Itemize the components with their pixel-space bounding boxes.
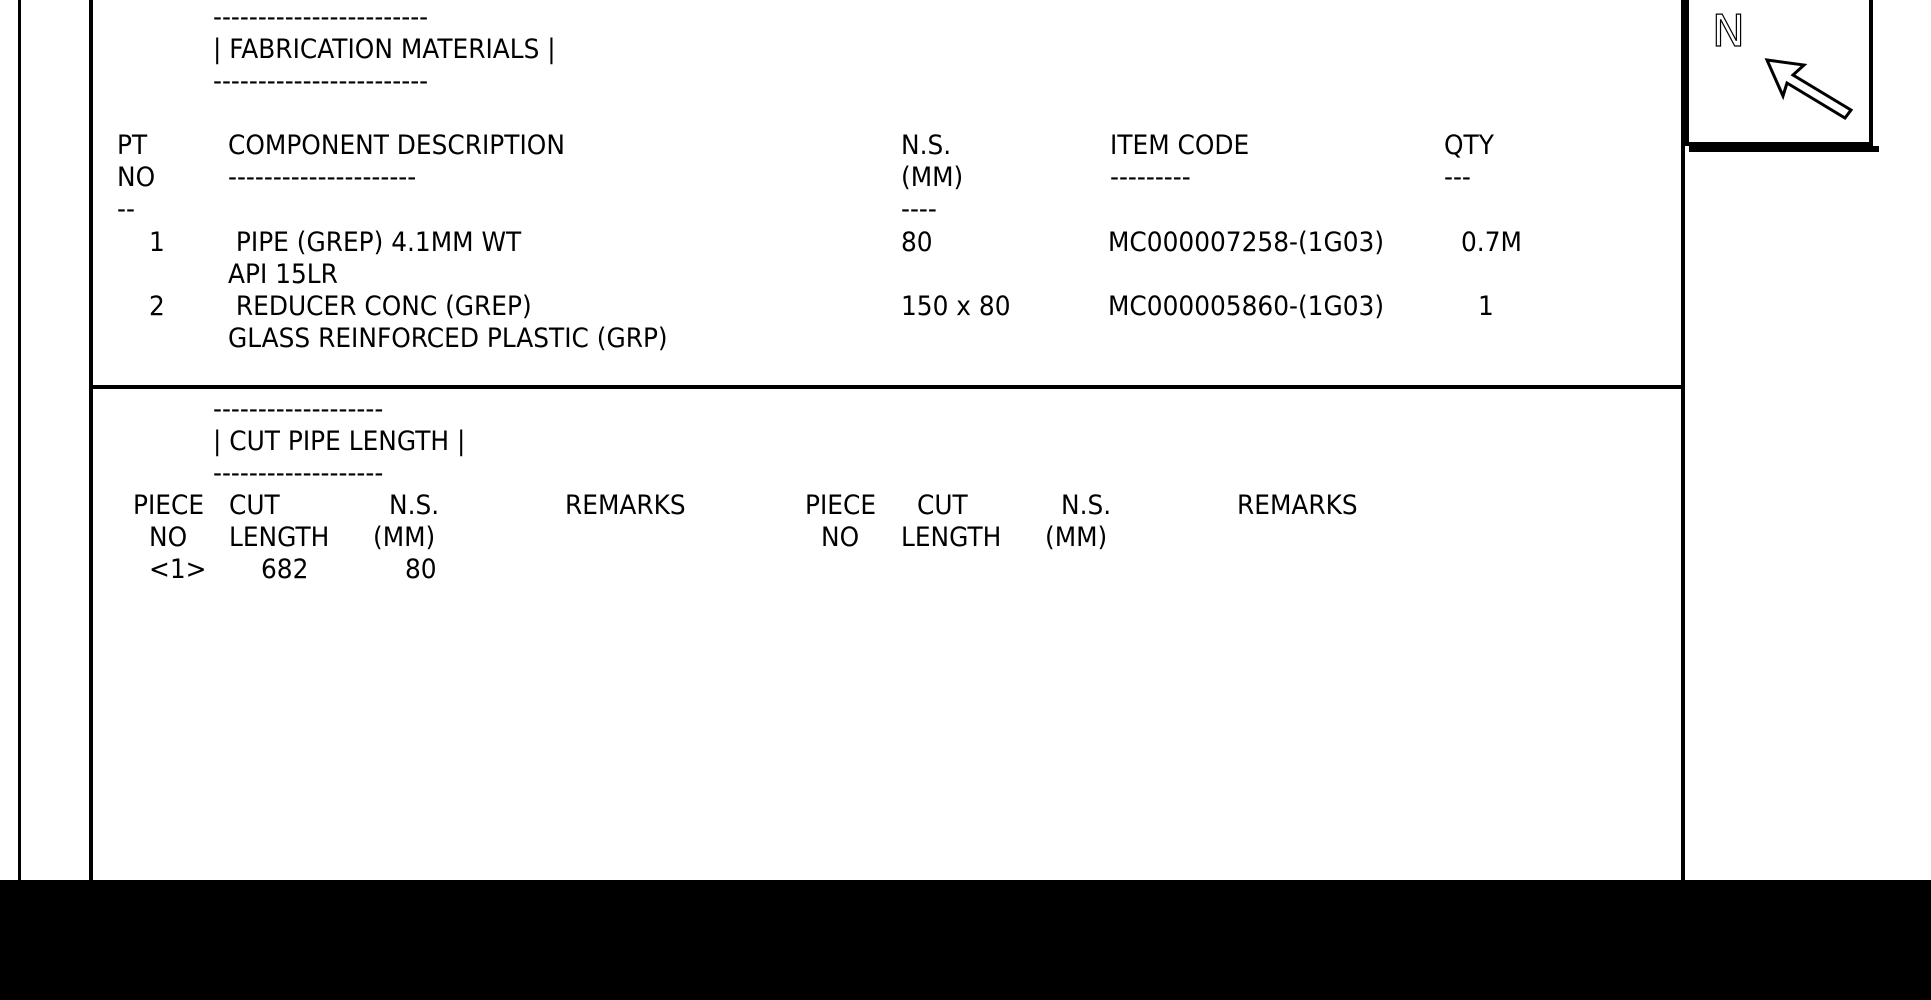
section-divider	[89, 385, 1685, 389]
header-ns-rule: ----	[901, 194, 937, 225]
left-inner-border	[89, 0, 93, 880]
north-letter: N	[1712, 6, 1745, 57]
row-1-qty: 0.7M	[1461, 227, 1522, 258]
cut-left-cut: CUT	[229, 490, 280, 521]
fab-title-rule-bottom: ------------------------	[213, 66, 429, 97]
row-2-desc: REDUCER CONC (GREP)	[228, 291, 532, 322]
row-2-pt: 2	[149, 291, 165, 322]
header-component: COMPONENT DESCRIPTION	[228, 130, 565, 161]
fab-title: | FABRICATION MATERIALS |	[213, 34, 556, 65]
north-arrow-icon	[1685, 0, 1873, 146]
header-item-code: ITEM CODE	[1110, 130, 1250, 161]
cut-title-rule-top: -------------------	[213, 394, 384, 425]
cut-left-remarks: REMARKS	[565, 490, 686, 521]
cut-title-rule-bottom: -------------------	[213, 458, 384, 489]
cut-row-1-piece: <1>	[149, 554, 207, 585]
header-qty: QTY	[1444, 130, 1494, 161]
cut-left-length: LENGTH	[229, 522, 330, 553]
header-item-code-rule: ---------	[1110, 162, 1191, 193]
cut-right-ns-mm: (MM)	[1045, 522, 1108, 553]
cut-row-1-length: 682	[261, 554, 309, 585]
cut-right-remarks: REMARKS	[1237, 490, 1358, 521]
cut-left-ns-mm: (MM)	[373, 522, 436, 553]
header-pt: PT	[117, 130, 148, 161]
cut-right-ns: N.S.	[1061, 490, 1112, 521]
row-1-ns: 80	[901, 227, 933, 258]
row-1-desc: PIPE (GREP) 4.1MM WT	[228, 227, 522, 258]
row-2-desc-2: GLASS REINFORCED PLASTIC (GRP)	[228, 323, 668, 354]
cut-right-cut: CUT	[917, 490, 968, 521]
header-pt-rule: --	[117, 194, 135, 225]
cut-right-no: NO	[821, 522, 860, 553]
row-1-desc-2: API 15LR	[228, 259, 338, 290]
cut-left-piece: PIECE	[133, 490, 205, 521]
cut-left-no: NO	[149, 522, 188, 553]
row-2-qty: 1	[1478, 291, 1494, 322]
cut-title: | CUT PIPE LENGTH |	[213, 426, 466, 457]
row-1-item-code: MC000007258-(1G03)	[1108, 227, 1385, 258]
row-2-ns: 150 x 80	[901, 291, 1011, 322]
north-arrow-shape	[1767, 60, 1851, 118]
header-ns: N.S.	[901, 130, 952, 161]
fab-title-rule-top: ------------------------	[213, 2, 429, 33]
cut-row-1-ns: 80	[405, 554, 437, 585]
row-2-item-code: MC000005860-(1G03)	[1108, 291, 1385, 322]
header-ns-mm: (MM)	[901, 162, 964, 193]
row-1-pt: 1	[149, 227, 165, 258]
bottom-black-band	[0, 880, 1931, 1000]
cut-right-piece: PIECE	[805, 490, 877, 521]
cut-left-ns: N.S.	[389, 490, 440, 521]
north-box-shadow	[1689, 146, 1879, 152]
header-component-rule: ---------------------	[228, 162, 417, 193]
header-no: NO	[117, 162, 156, 193]
cut-right-length: LENGTH	[901, 522, 1002, 553]
header-qty-rule: ---	[1444, 162, 1471, 193]
north-arrow-box	[1685, 0, 1873, 146]
left-outer-border	[18, 0, 21, 880]
